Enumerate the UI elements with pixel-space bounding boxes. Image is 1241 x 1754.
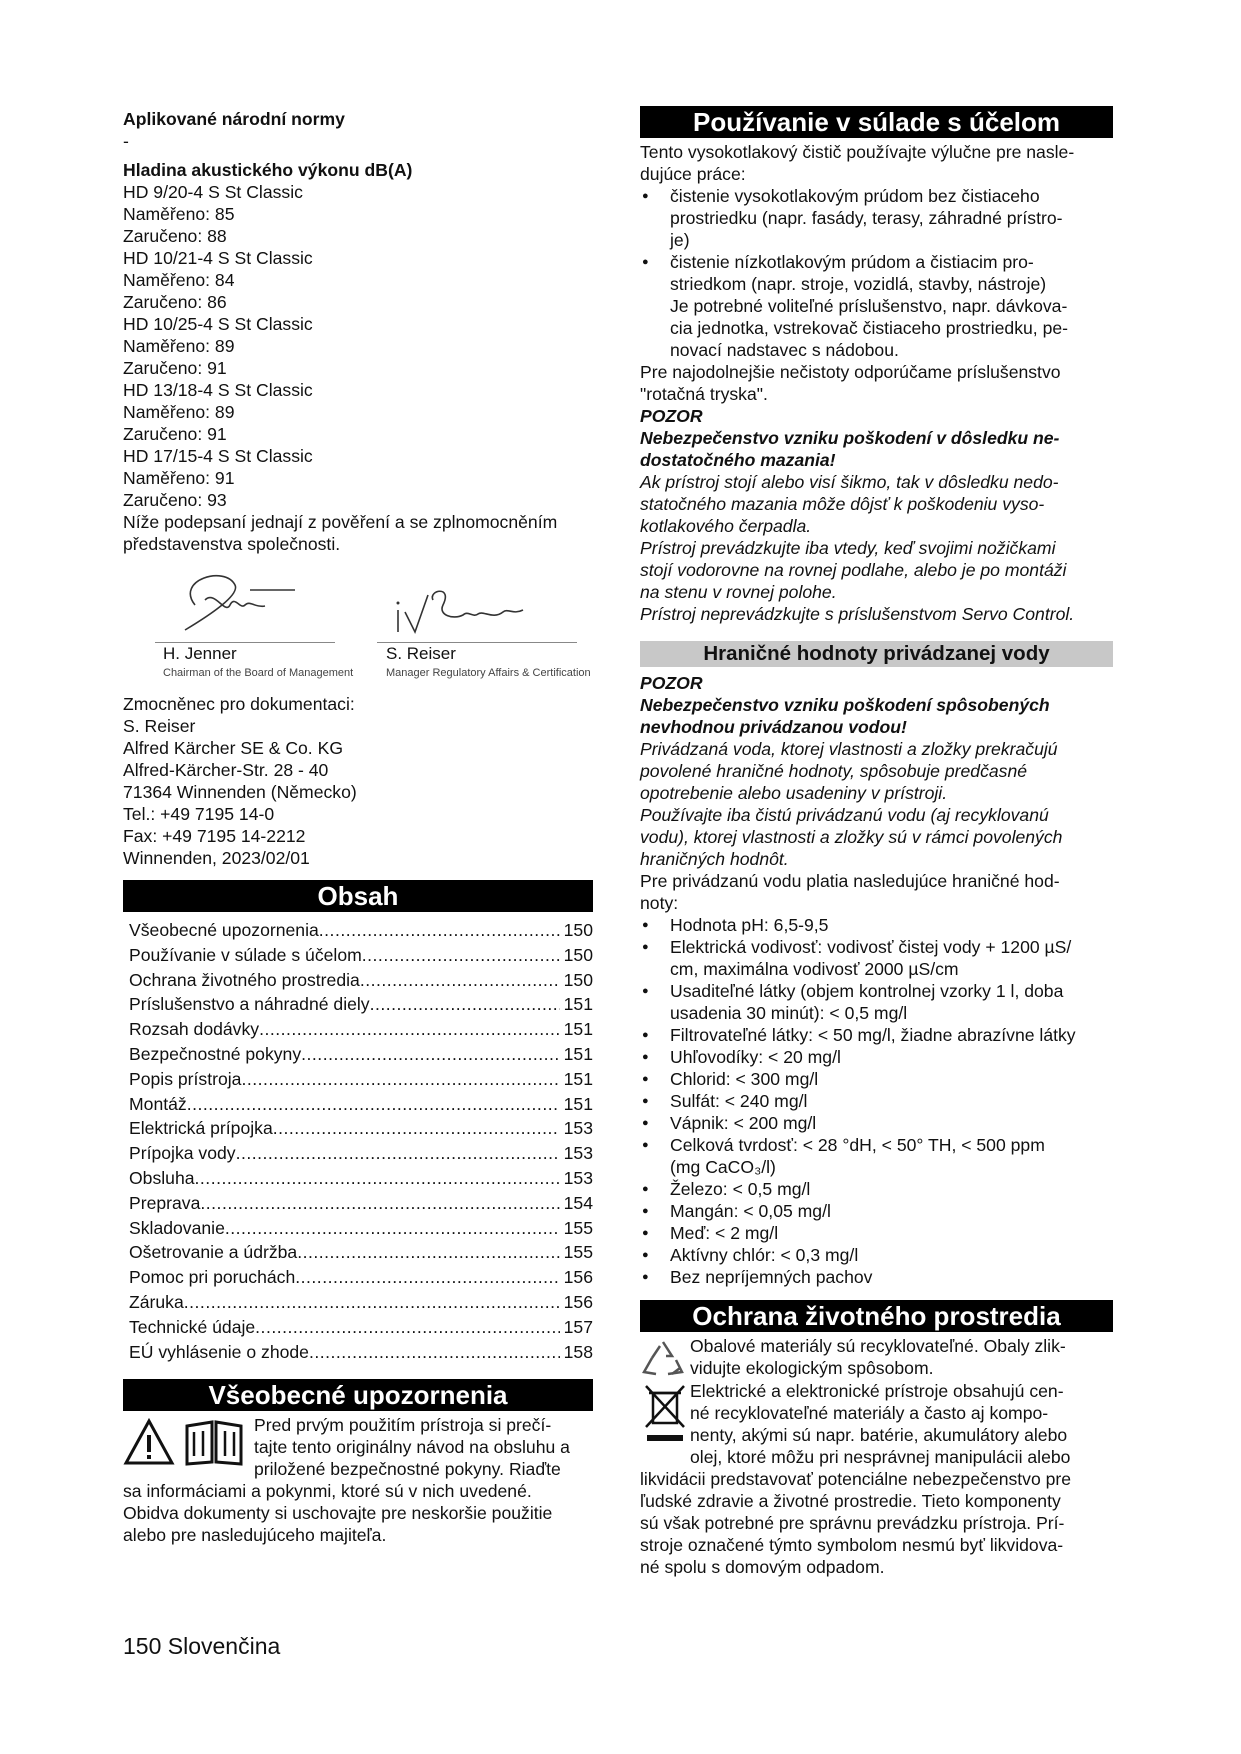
toc-entry[interactable] [129, 1265, 593, 1290]
env-weee-line: Elektrické a elektronické prístroje obsahujú cen- [690, 1381, 1064, 1401]
toc-entry-label: Rozsah dodávky [129, 1019, 260, 1040]
contact-line: Zmocněnec pro dokumentaci: [123, 694, 355, 714]
toc-leader [362, 943, 560, 968]
general-line: priložené bezpečnostné pokyny. Riaďte [254, 1459, 561, 1479]
toc-entry-label: Všeobecné upozornenia [129, 920, 319, 940]
toc-entry-page: 151 [563, 1044, 593, 1064]
sound-line: HD 9/20-4 S St Classic [123, 182, 303, 202]
water-limit-line: Elektrická vodivosť: vodivosť čistej vody + 1200 µS/ [670, 937, 1072, 957]
general-line: alebo pre nasledujúceho majiteľa. [123, 1525, 387, 1545]
usage-bullet-line: čistenie nízkotlakovým prúdom a čistiacim pro- [670, 252, 1034, 272]
caution-text-line: kotlakového čerpadla. [640, 516, 812, 536]
water-limit-line: Železo: < 0,5 mg/l [670, 1179, 811, 1199]
toc-leader [195, 1166, 560, 1191]
water-limit-line: Aktívny chlór: < 0,3 mg/l [670, 1245, 859, 1265]
toc-leader [255, 1315, 559, 1340]
environment-title: Ochrana životného prostredia [640, 1300, 1113, 1332]
caution-text-line: stojí vodorovne na rovnej podlahe, alebo je po montáži [640, 560, 1067, 580]
water-intro-line: noty: [640, 893, 679, 913]
footer-language: Slovenčina [167, 1633, 281, 1659]
sound-line: Naměřeno: 84 [123, 270, 235, 290]
toc-entry-page: 153 [563, 1143, 593, 1164]
bullet-icon: ● [642, 1095, 649, 1107]
toc-entry-page: 150 [563, 944, 593, 965]
bullet-icon: ● [642, 256, 649, 268]
toc-entry[interactable] [129, 1092, 593, 1117]
toc-title: Obsah [123, 880, 593, 912]
toc-entry[interactable] [129, 968, 593, 993]
page-footer [123, 1633, 280, 1660]
water-limit-line: usadenia 30 minút): < 0,5 mg/l [670, 1003, 908, 1023]
bullet-icon: ● [642, 985, 649, 997]
caution-text-line: povolené hraničné hodnoty, spôsobuje predčasné [640, 761, 1028, 781]
usage-bullet-line: je) [670, 230, 690, 250]
toc-leader [200, 1191, 559, 1216]
water-limit-line: Chlorid: < 300 mg/l [670, 1069, 819, 1089]
signer-title-jenner: Chairman of the Board of Management [163, 667, 354, 679]
toc-entry-page: 155 [563, 1217, 593, 1238]
caution-title-line: Nebezpečenstvo vzniku poškodení v dôsledku ne- [640, 428, 1060, 448]
general-line: sa informáciami a pokynmi, ktoré sú v nich uvedené. [123, 1481, 532, 1501]
toc-leader [309, 1340, 560, 1365]
sound-line: Zaručeno: 93 [123, 490, 227, 510]
bullet-icon: ● [642, 1249, 649, 1261]
contact-line: Fax: +49 7195 14-2212 [123, 826, 306, 846]
toc-entry[interactable] [129, 1141, 593, 1166]
toc-entry[interactable] [129, 1340, 593, 1365]
toc-entry-label: Ošetrovanie a údržba [129, 1242, 298, 1263]
env-weee-line: stroje označené týmto symbolom nesmú byť likvidova- [640, 1535, 1064, 1555]
toc-leader [297, 1240, 559, 1265]
toc-entry[interactable] [129, 1166, 593, 1191]
water-limit-line: Bez nepríjemných pachov [670, 1267, 873, 1287]
toc-leader [295, 1265, 559, 1290]
toc-entry-page: 154 [563, 1192, 593, 1213]
toc-entry[interactable] [129, 992, 593, 1017]
signer-name-reiser: S. Reiser [386, 644, 456, 663]
water-limit-line: Meď: < 2 mg/l [670, 1223, 779, 1243]
bullet-icon: ● [642, 941, 649, 953]
toc-entry[interactable] [129, 1191, 593, 1216]
sound-line: Zaručeno: 91 [123, 358, 227, 378]
toc-entry-label: Technické údaje [129, 1316, 256, 1337]
signature-line-reiser [377, 642, 577, 643]
water-limit-line: Sulfát: < 240 mg/l [670, 1091, 808, 1111]
caution-title-line: Nebezpečenstvo vzniku poškodení spôsobených [640, 695, 1050, 715]
toc-entry[interactable] [129, 1017, 593, 1042]
toc-leader [273, 1116, 560, 1141]
usage-bullet-line: cia jednotka, vstrekovač čistiaceho prostriedku, pe- [670, 318, 1069, 338]
usage-line: Pre najodolnejšie nečistoty odporúčame príslušenstvo [640, 362, 1061, 382]
sound-line: Naměřeno: 85 [123, 204, 235, 224]
toc-leader [236, 1141, 560, 1166]
bullet-icon: ● [642, 1051, 649, 1063]
usage-line: "rotačná tryska". [640, 384, 768, 404]
toc-entry-label: Montáž [129, 1093, 187, 1114]
water-limit-line: Celková tvrdosť: < 28 °dH, < 50° TH, < 500 ppm [670, 1135, 1045, 1155]
signer-title-reiser: Manager Regulatory Affairs & Certification [386, 667, 591, 679]
caution-text-line: vodu), ktorej vlastnosti a zložky sú v rámci povolených [640, 827, 1063, 847]
water-limit-line: Mangán: < 0,05 mg/l [670, 1201, 831, 1221]
caution-text-line: Prístroj neprevádzkujte s príslušenstvom Servo Control. [640, 604, 1075, 624]
sound-line: Zaručeno: 88 [123, 226, 227, 246]
sound-line: představenstva společnosti. [123, 534, 341, 554]
bullet-icon: ● [642, 1227, 649, 1239]
toc-entry-label: Používanie v súlade s účelom [129, 944, 362, 965]
toc-leader [360, 968, 560, 993]
caution-text-line: Používajte iba čistú privádzanú vodu (aj recyklovanú [640, 805, 1049, 825]
caution-text-line: Privádzaná voda, ktorej vlastnosti a zložky prekračujú [640, 739, 1058, 759]
page-number: 150 [123, 1633, 162, 1659]
general-line: Obidva dokumenty si uschovajte pre neskoršie použitie [123, 1503, 553, 1523]
toc-entry-label: Záruka [129, 1292, 184, 1312]
toc-entry-page: 150 [563, 920, 593, 940]
caution-label: POZOR [640, 406, 703, 426]
toc-entry[interactable] [129, 1216, 593, 1241]
toc-entry-label: Elektrická prípojka [129, 1118, 273, 1139]
toc-entry[interactable] [129, 1240, 593, 1265]
toc-entry-page: 150 [563, 969, 593, 990]
toc-entry-label: Bezpečnostné pokyny [129, 1044, 302, 1064]
toc-leader [259, 1017, 560, 1042]
env-weee-line: sú však potrebné pre správnu prevádzku prístroja. Prí- [640, 1513, 1065, 1533]
signature-line-jenner [155, 642, 335, 643]
caution-text-line: opotrebenie alebo usadeniny v prístroji. [640, 783, 948, 803]
water-intro-line: Pre privádzanú vodu platia nasledujúce hraničné hod- [640, 871, 1060, 891]
env-weee-line: ľudské zdravie a životné prostredie. Tieto komponenty [640, 1491, 1061, 1511]
usage-intro-line: dujúce práce: [640, 164, 746, 184]
water-limit-line: Usaditeľné látky (objem kontrolnej vzorky 1 l, doba [670, 981, 1064, 1001]
usage-title: Používanie v súlade s účelom [640, 106, 1113, 138]
contact-line: Tel.: +49 7195 14-0 [123, 804, 275, 824]
toc-leader [301, 1042, 560, 1067]
toc-entry-page: 158 [563, 1341, 593, 1362]
signature-block [135, 560, 595, 685]
water-limit-line: (mg CaCO₃/l) [670, 1157, 776, 1177]
toc-entry-page: 153 [563, 1168, 593, 1188]
env-weee-line: né recyklovateľné materiály a často aj kompo- [690, 1403, 1049, 1423]
recycle-icon [640, 1338, 686, 1385]
env-recycle-line: Obalové materiály sú recyklovateľné. Obaly zlik- [690, 1336, 1066, 1356]
contact-line: S. Reiser [123, 716, 196, 736]
sound-line: Naměřeno: 91 [123, 468, 235, 488]
bullet-icon: ● [642, 1029, 649, 1041]
toc-entry[interactable] [129, 1042, 593, 1067]
toc-entry-page: 151 [563, 1019, 593, 1040]
contact-line: Alfred Kärcher SE & Co. KG [123, 738, 344, 758]
signer-name-jenner: H. Jenner [163, 644, 237, 663]
contact-line: Winnenden, 2023/02/01 [123, 848, 310, 868]
bullet-icon: ● [642, 1271, 649, 1283]
caution-text-line: hraničných hodnôt. [640, 849, 789, 869]
toc-entry[interactable] [129, 1116, 593, 1141]
water-limit-line: Uhľovodíky: < 20 mg/l [670, 1047, 841, 1067]
env-weee-line: nenty, akými sú napr. batérie, akumulátory alebo [690, 1425, 1068, 1445]
toc-entry-page: 156 [563, 1267, 593, 1288]
contact-line: Alfred-Kärcher-Str. 28 - 40 [123, 760, 329, 780]
toc-entry-label: Pomoc pri poruchách [129, 1267, 296, 1288]
env-weee-line: né spolu s domovým odpadom. [640, 1557, 885, 1577]
sound-line: Zaručeno: 86 [123, 292, 227, 312]
sound-line: HD 10/25-4 S St Classic [123, 314, 313, 334]
usage-bullet-line: čistenie vysokotlakovým prúdom bez čistiaceho [670, 186, 1040, 206]
toc-leader [187, 1092, 560, 1117]
caution-label: POZOR [640, 673, 703, 693]
toc-entry-label: Prípojka vody [129, 1143, 236, 1164]
signature-reiser-image [383, 570, 533, 650]
bullet-icon: ● [642, 1205, 649, 1217]
water-limit-line: cm, maximálna vodivosť 2000 µS/cm [670, 959, 959, 979]
usage-intro-line: Tento vysokotlakový čistič používajte výlučne pre nasle- [640, 142, 1075, 162]
usage-bullet-line: striedkom (napr. stroje, vozidlá, stavby, nástroje) [670, 274, 1047, 294]
sound-line: Naměřeno: 89 [123, 402, 235, 422]
bullet-icon: ● [642, 1073, 649, 1085]
crossed-bin-icon [644, 1383, 686, 1450]
toc-entry-page: 153 [563, 1118, 593, 1139]
toc-entry-label: Popis prístroja [129, 1068, 242, 1089]
toc-entry[interactable] [129, 1290, 593, 1315]
sound-line: Naměřeno: 89 [123, 336, 235, 356]
toc-entry[interactable] [129, 943, 593, 968]
signature-jenner-image [155, 560, 305, 640]
toc-leader [225, 1216, 560, 1241]
sound-line: HD 17/15-4 S St Classic [123, 446, 313, 466]
sound-line: Zaručeno: 91 [123, 424, 227, 444]
bullet-icon: ● [642, 190, 649, 202]
toc-leader [370, 992, 560, 1017]
norms-value: - [123, 131, 129, 151]
caution-title-line: nevhodnou privádzanou vodou! [640, 717, 907, 737]
toc-leader [319, 918, 560, 943]
usage-bullet-line: Je potrebné voliteľné príslušenstvo, napr. dávkova- [670, 296, 1068, 316]
env-weee-line: olej, ktoré môžu pri nesprávnej manipulácii alebo [690, 1447, 1071, 1467]
sound-line: Níže podepsaní jednají z pověření a se zplnomocněním [123, 512, 558, 532]
water-limits-title: Hraničné hodnoty privádzanej vody [640, 641, 1113, 667]
usage-bullet-line: prostriedku (napr. fasády, terasy, záhradné prístro- [670, 208, 1063, 228]
general-line: Pred prvým použitím prístroja si prečí- [254, 1415, 552, 1435]
general-line: tajte tento originálny návod na obsluhu a [254, 1437, 570, 1457]
toc-entry-label: Obsluha [129, 1168, 195, 1188]
toc-entry[interactable] [129, 1315, 593, 1340]
toc-entry[interactable] [129, 1067, 593, 1092]
bullet-icon: ● [642, 1183, 649, 1195]
toc-entry-page: 156 [563, 1292, 593, 1312]
toc-entry-page: 151 [563, 1093, 593, 1114]
toc-entry-page: 151 [563, 1068, 593, 1089]
toc-entry-page: 151 [563, 994, 593, 1015]
toc-leader [241, 1067, 559, 1092]
water-limit-line: Vápnik: < 200 mg/l [670, 1113, 817, 1133]
toc-entry-page: 157 [563, 1316, 593, 1337]
toc-entry-label: Skladovanie [129, 1217, 225, 1238]
water-limit-line: Filtrovateľné látky: < 50 mg/l, žiadne abrazívne látky [670, 1025, 1076, 1045]
manual-book-icon [183, 1418, 245, 1471]
bullet-icon: ● [642, 1117, 649, 1129]
sound-heading: Hladina akustického výkonu dB(A) [123, 160, 413, 180]
caution-text-line: Ak prístroj stojí alebo visí šikmo, tak v dôsledku nedo- [640, 472, 1059, 492]
usage-bullet-line: novací nadstavec s nádobou. [670, 340, 899, 360]
toc-leader [184, 1290, 560, 1315]
caution-title-line: dostatočného mazania! [640, 450, 836, 470]
env-weee-line: likvidácii predstavovať potenciálne nebezpečenstvo pre [640, 1469, 1072, 1489]
general-title: Všeobecné upozornenia [123, 1379, 593, 1411]
contact-line: 71364 Winnenden (Německo) [123, 782, 357, 802]
env-recycle-line: vidujte ekologickým spôsobom. [690, 1358, 934, 1378]
toc-entry[interactable] [129, 918, 593, 943]
caution-text-line: Prístroj prevádzkujte iba vtedy, keď svojimi nožičkami [640, 538, 1056, 558]
caution-text-line: na stenu v rovnej polohe. [640, 582, 837, 602]
warning-icon [123, 1418, 175, 1471]
sound-line: HD 10/21-4 S St Classic [123, 248, 313, 268]
caution-text-line: statočného mazania môže dôjsť k poškodeniu vyso- [640, 494, 1045, 514]
toc-entry-label: EÚ vyhlásenie o zhode [129, 1341, 309, 1362]
sound-line: HD 13/18-4 S St Classic [123, 380, 313, 400]
toc-entry-label: Preprava [129, 1192, 201, 1213]
toc-entry-page: 155 [563, 1242, 593, 1263]
bullet-icon: ● [642, 1139, 649, 1151]
water-limit-line: Hodnota pH: 6,5-9,5 [670, 915, 829, 935]
toc-entry-label: Ochrana životného prostredia [129, 969, 360, 990]
toc-entry-label: Príslušenstvo a náhradné diely [129, 994, 370, 1015]
norms-heading: Aplikované národní normy [123, 109, 345, 129]
bullet-icon: ● [642, 919, 649, 931]
